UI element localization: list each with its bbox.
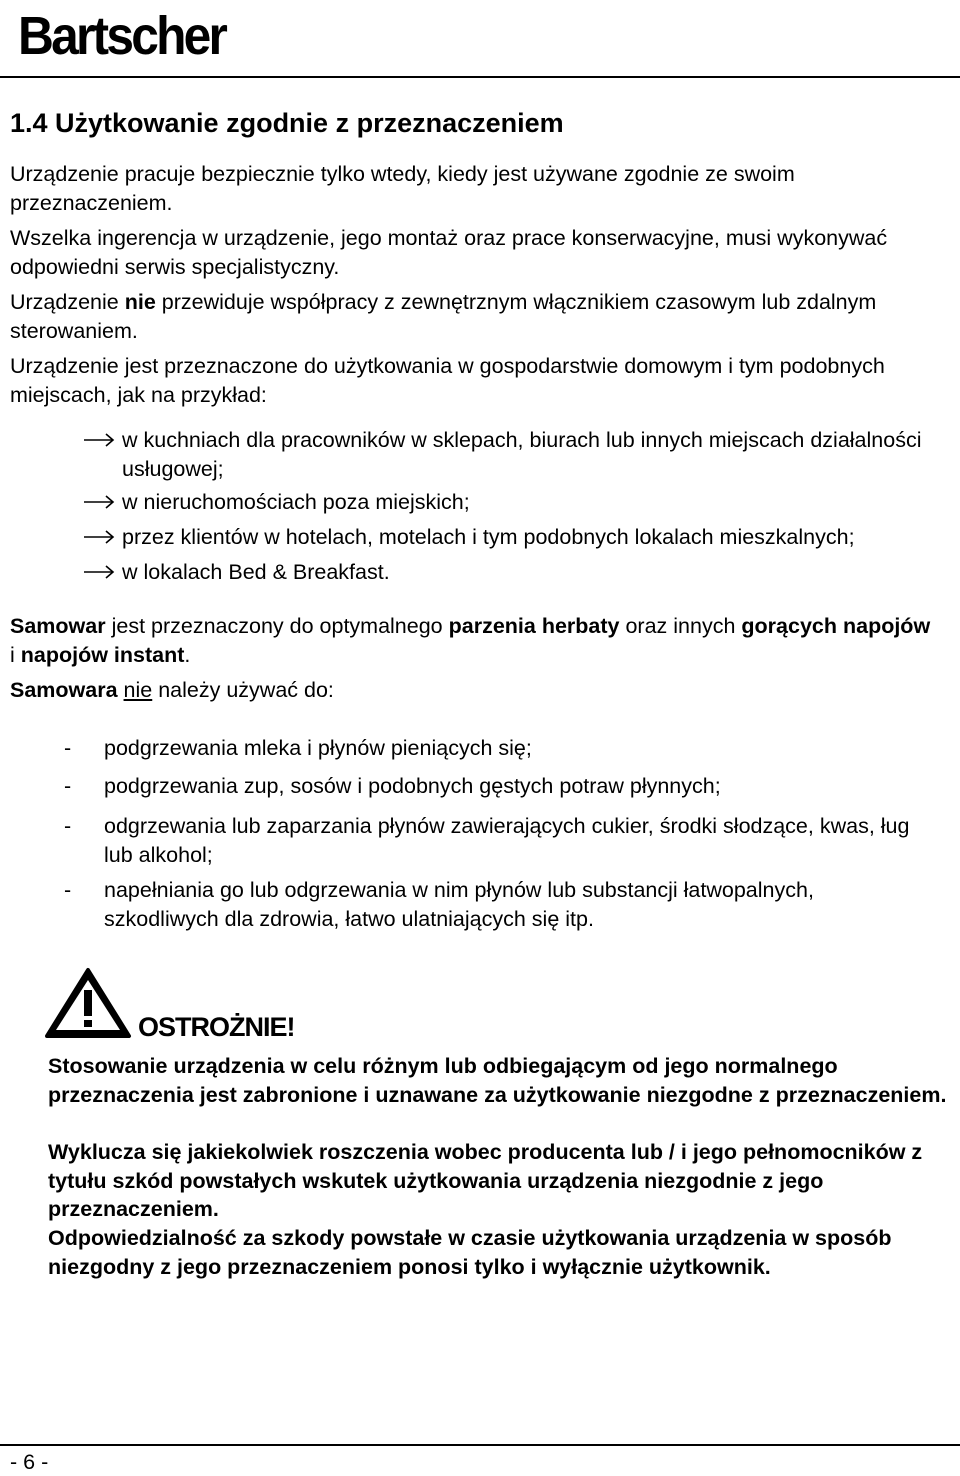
bartscher-logo: [6, 2, 232, 74]
warning-paragraph: Wyklucza się jakiekolwiek roszczenia wobec producenta lub / i jego pełnomocników z tytułu szkód powstałych wskutek użytkowania urządzenia niezgodnie z jego przeznaczeniem.: [48, 1140, 923, 1221]
page-number: - 6 -: [10, 1450, 49, 1474]
warning-title: OSTROŻNIE!: [138, 1012, 295, 1042]
arrow-right-icon: [82, 523, 116, 551]
paragraph-not-for: Samowara nie należy używać do:: [10, 678, 334, 702]
header-divider: [0, 76, 960, 78]
dash-marker: -: [64, 878, 72, 902]
warning-triangle-icon: [44, 966, 132, 1040]
dash-marker: -: [64, 814, 72, 838]
emphasis-nie-underlined: nie: [123, 678, 153, 702]
paragraph-household: Urządzenie jest przeznaczone do użytkowania w gospodarstwie domowym i tym podobnych miejscach, jak na przykład:: [10, 354, 885, 407]
arrow-right-icon: [82, 488, 116, 516]
arrow-right-icon: [82, 426, 116, 454]
arrow-right-icon: [82, 558, 116, 586]
emphasis-nie: nie: [124, 290, 156, 314]
paragraph-service: Wszelka ingerencja w urządzenie, jego montaż oraz prace konserwacyjne, musi wykonywać odpowiedni serwis specjalistyczny.: [10, 226, 888, 279]
paragraph-samowar-purpose: Samowar jest przeznaczony do optymalnego parzenia herbaty oraz innych gorących napojów i napojów instant.: [10, 614, 931, 667]
paragraph-no-timer: Urządzenie nie przewiduje współpracy z zewnętrznym włącznikiem czasowym lub zdalnym sterowaniem.: [10, 290, 877, 343]
paragraph-safe-use: Urządzenie pracuje bezpiecznie tylko wtedy, kiedy jest używane zgodnie ze swoim przeznaczeniem.: [10, 162, 795, 215]
dash-marker: -: [64, 774, 72, 798]
section-heading: 1.4 Użytkowanie zgodnie z przeznaczeniem: [10, 108, 564, 138]
warning-paragraph: Stosowanie urządzenia w celu różnym lub odbiegającym od jego normalnego przeznaczenia jest zabronione i uznawane za użytkowanie niezgodne z przeznaczeniem.: [48, 1054, 947, 1107]
warning-paragraph: Odpowiedzialność za szkody powstałe w czasie użytkowania urządzenia w sposób niezgodny z jego przeznaczeniem ponosi tylko i wyłącznie użytkownik.: [48, 1226, 892, 1279]
dash-marker: -: [64, 736, 72, 760]
logo-text: Bartscher: [18, 6, 226, 66]
footer-divider: [0, 1444, 960, 1446]
